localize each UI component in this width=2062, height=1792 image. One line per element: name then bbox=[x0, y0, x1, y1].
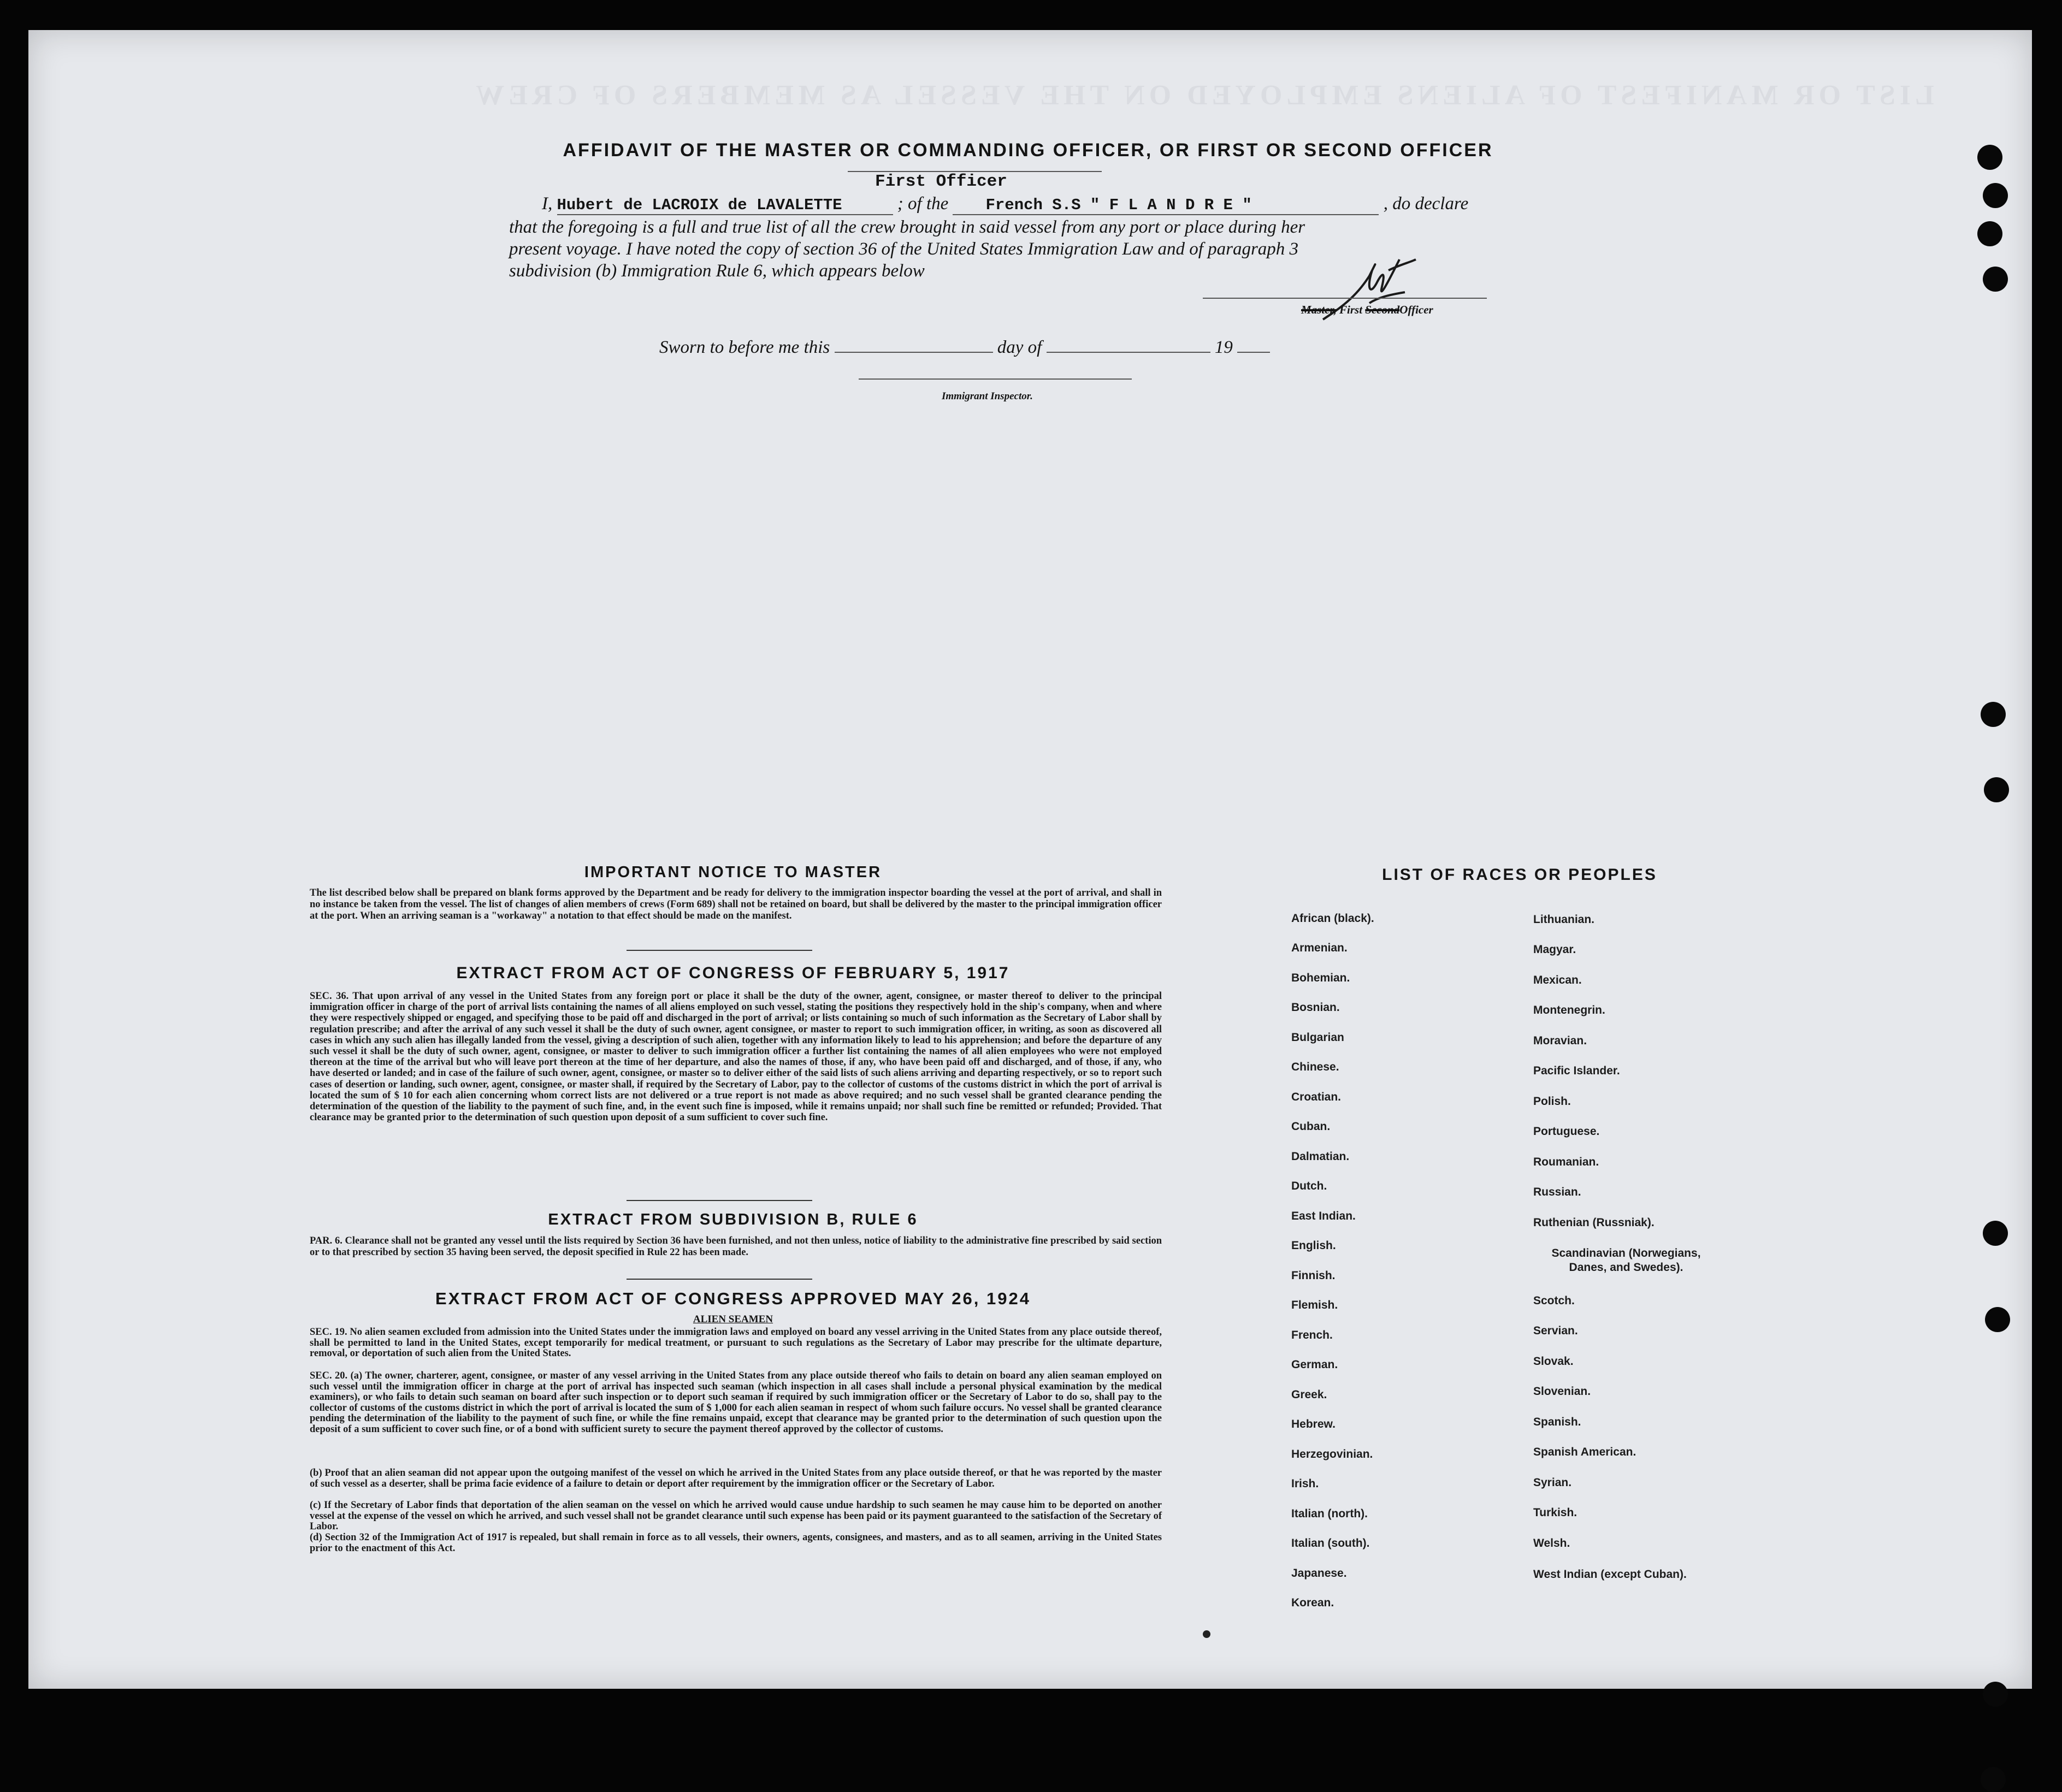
race-right: Lithuanian. bbox=[1533, 913, 1594, 926]
inspector-signature-line bbox=[859, 378, 1132, 380]
race-left: Italian (north). bbox=[1291, 1507, 1368, 1520]
race-left: Flemish. bbox=[1291, 1299, 1338, 1311]
race-left: Dutch. bbox=[1291, 1180, 1327, 1192]
ink-mark bbox=[1203, 1630, 1210, 1638]
inspector-caption: Immigrant Inspector. bbox=[942, 391, 1033, 402]
rule6-text: PAR. 6. Clearance shall not be granted any vessel until the lists required by Section 36 have been furnished, and not then unless, notice of liability to the administrative fine prescribed by said section or to that prescribed by section 35 having been served, the deposit specified in Rule 22 has been made. bbox=[310, 1235, 1162, 1258]
punch-hole bbox=[1983, 1221, 2008, 1246]
pronoun: I, bbox=[542, 194, 553, 214]
vessel-name: French S.S " F L A N D R E " bbox=[953, 196, 1379, 215]
affidavit-line-1 bbox=[542, 194, 1514, 215]
sec20c-text: (c) If the Secretary of Labor finds that deportation of the alien seaman on the vessel on which he arrived would cause undue hardship to such seamen he may cause him to be deported on another vessel at the expense of the vessel on which he arrived, and such vessel shall not be grandet clearance until such expense has been paid or its payment guaranteed to the satisfaction of the Secretary of Labor. bbox=[310, 1500, 1162, 1532]
punch-hole bbox=[1983, 267, 2008, 292]
signature-caption bbox=[1301, 303, 1433, 317]
sec20d-text: (d) Section 32 of the Immigration Act of 1917 is repealed, but shall remain in force as to all vessels, their owners, agents, consignees, and masters, and as to all seamen, arriving in the United States prior to the enactment of this Act. bbox=[310, 1532, 1162, 1554]
race-right: Magyar. bbox=[1533, 943, 1576, 956]
race-left: Herzegovinian. bbox=[1291, 1448, 1373, 1460]
race-right: Moravian. bbox=[1533, 1034, 1587, 1047]
race-right: Ruthenian (Russniak). bbox=[1533, 1216, 1655, 1229]
extract-1924-title: EXTRACT FROM ACT OF CONGRESS APPROVED MAY 26, 1924 bbox=[435, 1289, 1031, 1308]
alien-seamen-subtitle: ALIEN SEAMEN bbox=[693, 1314, 773, 1325]
race-right: Roumanian. bbox=[1533, 1156, 1599, 1168]
race-right: Welsh. bbox=[1533, 1537, 1570, 1549]
punch-hole bbox=[1977, 145, 2002, 170]
caption-struck-master: Master, bbox=[1301, 303, 1337, 316]
race-left: Armenian. bbox=[1291, 942, 1348, 954]
race-left: German. bbox=[1291, 1358, 1338, 1371]
extract-1917-title: EXTRACT FROM ACT OF CONGRESS OF FEBRUARY 5, 1917 bbox=[456, 964, 1010, 982]
race-left: African (black). bbox=[1291, 912, 1374, 925]
race-right: Portuguese. bbox=[1533, 1125, 1600, 1138]
race-left: Hebrew. bbox=[1291, 1418, 1336, 1430]
day-of-text: day of bbox=[997, 338, 1042, 357]
race-left: East Indian. bbox=[1291, 1210, 1356, 1222]
race-left: Japanese. bbox=[1291, 1567, 1347, 1580]
sworn-year-blank bbox=[1237, 352, 1270, 353]
officer-rank-filled: First Officer bbox=[875, 172, 1007, 191]
document-sheet bbox=[28, 30, 2032, 1689]
race-left: English. bbox=[1291, 1239, 1336, 1252]
sworn-line bbox=[659, 338, 1270, 358]
sworn-text: Sworn to before me this bbox=[659, 338, 830, 357]
officer-signature bbox=[1317, 249, 1421, 330]
race-left: Bosnian. bbox=[1291, 1001, 1340, 1014]
punch-hole bbox=[1983, 1682, 2008, 1707]
races-title: LIST OF RACES OR PEOPLES bbox=[1382, 866, 1657, 884]
race-left: Korean. bbox=[1291, 1596, 1334, 1609]
affidavit-body-line-4: subdivision (b) Immigration Rule 6, which appears below bbox=[509, 261, 925, 281]
sworn-day-blank bbox=[835, 352, 993, 353]
do-declare-text: , do declare bbox=[1383, 194, 1469, 214]
affidavit-title: AFFIDAVIT OF THE MASTER OR COMMANDING OFFICER, OR FIRST OR SECOND OFFICER bbox=[563, 140, 1493, 161]
race-left: Italian (south). bbox=[1291, 1537, 1370, 1549]
race-left: Cuban. bbox=[1291, 1120, 1331, 1133]
caption-officer: Officer bbox=[1399, 303, 1433, 316]
punch-hole bbox=[1985, 1307, 2010, 1332]
race-right: Servian. bbox=[1533, 1324, 1578, 1337]
affidavit-body-line-2: that the foregoing is a full and true list of all the crew brought in said vessel from any port or place during her bbox=[509, 217, 1305, 237]
race-right: Spanish. bbox=[1533, 1416, 1581, 1428]
race-right: West Indian (except Cuban). bbox=[1533, 1568, 1687, 1581]
punch-hole bbox=[1981, 1767, 2006, 1792]
sworn-month-blank bbox=[1047, 352, 1210, 353]
race-right: Polish. bbox=[1533, 1095, 1571, 1108]
sec19-text: SEC. 19. No alien seamen excluded from admission into the United States under the immigration laws and employed on board any vessel arriving in the United States from any place outside thereof, shall be permitted to land in the United States, except temporarily for medical treatment, or pursuant to such regulations as the Secretary of Labor may prescribe for the ultimate departure, removal, or deportation of such alien from the United States. bbox=[310, 1327, 1162, 1359]
extract-1917-text: SEC. 36. That upon arrival of any vessel in the United States from any foreign port or place it shall be the duty of the owner, agent, consignee, or master thereof to deliver to the principal immigration officer in charge of the port of arrival lists containing the names of all aliens employed on such vessel, stating the positions they respectively hold in the ship's company, when and where they were respectively shipped or engaged, and specifying those to be paid off and discharged in the port of arrival; or lists containing so much of such information as the Secretary of Labor shall by regulation prescribe; and after the arrival of any such vessel it shall be the duty of such owner, agent consignee, or master to report to such immigration officer, in writing, as soon as discovered all cases in which any such alien has illegally landed from the vessel, giving a description of such alien, together with any information likely to lead to his apprehension; and before the departure of any such vessel it shall be the duty of such owner, agent, consignee, or master to deliver to such immigration officer a further list containing the names of all alien employees who were not employed thereon at the time of the arrival but who will leave port thereon at the time of her departure, and also the names of those, if any, who have been paid off and discharged, and of those, if any, who have deserted or landed; and in case of the failure of such owner, agent, consignee, or master so to deliver either of the said lists of such aliens arriving and departing respectively, or so to report such cases of desertion or landing, such owner, agent, consignee, or master shall, if required by the Secretary of Labor, pay to the collector of customs of the customs district in which the port of arrival is located the sum of $ 10 for each alien concerning whom correct lists are not delivered or a true report is not made as above required; and no such vessel shall be granted clearance pending the determination of the question of the liability to the payment of such fine, and, in the event such fine is imposed, while it remains unpaid; nor shall such fine be remitted or refunded; Provided. That clearance may be granted prior to the determination of such question upon deposit of a sum sufficient to cover such fine. bbox=[310, 991, 1162, 1123]
race-right: Turkish. bbox=[1533, 1506, 1577, 1519]
race-right: Pacific Islander. bbox=[1533, 1064, 1620, 1077]
race-right: Syrian. bbox=[1533, 1476, 1572, 1489]
rule6-divider bbox=[627, 1279, 812, 1280]
race-right: Spanish American. bbox=[1533, 1446, 1636, 1458]
race-left: Irish. bbox=[1291, 1477, 1319, 1490]
show-through-header: LIST OR MANIFEST OF ALIENS EMPLOYED ON THE VESSEL AS MEMBERS OF CREW bbox=[471, 80, 1934, 111]
punch-hole bbox=[1984, 777, 2009, 802]
race-left: Dalmatian. bbox=[1291, 1150, 1350, 1163]
race-right: Scotch. bbox=[1533, 1294, 1575, 1307]
race-right: Mexican. bbox=[1533, 974, 1582, 986]
rule6-title: EXTRACT FROM SUBDIVISION B, RULE 6 bbox=[548, 1211, 918, 1228]
race-right: Slovenian. bbox=[1533, 1385, 1591, 1398]
signature-underline bbox=[1203, 298, 1487, 299]
race-right: Scandinavian (Norwegians, Danes, and Swedes). bbox=[1551, 1247, 1701, 1274]
race-left: Finnish. bbox=[1291, 1269, 1336, 1282]
sec20b-text: (b) Proof that an alien seaman did not appear upon the outgoing manifest of the vessel on which he arrived in the United States from any place outside thereof, or that he was reported by the master of such vessel as a deserter, shall be prima facie evidence of a failure to detain or deport after requirement by the immigration officer or the Secretary of Labor. bbox=[310, 1468, 1162, 1489]
punch-hole bbox=[1981, 702, 2006, 727]
notice-title: IMPORTANT NOTICE TO MASTER bbox=[584, 864, 882, 881]
race-right: Montenegrin. bbox=[1533, 1004, 1605, 1016]
race-left: Bohemian. bbox=[1291, 972, 1350, 984]
race-left: Croatian. bbox=[1291, 1091, 1342, 1103]
race-right: Slovak. bbox=[1533, 1355, 1574, 1368]
notice-text: The list described below shall be prepared on blank forms approved by the Department and be ready for delivery to the immigration inspector boarding the vessel at the port of arrival, and shall in no instance be taken from the vessel. The list of changes of alien members of crews (Form 689) shall not be retained on board, but shall be delivered by the master to the principal immigration officer at the port. When an arriving seaman is a "workaway" a notation to that effect should be made on the manifest. bbox=[310, 888, 1162, 921]
year-prefix: 19 bbox=[1214, 338, 1233, 357]
affidavit-body-line-3: present voyage. I have noted the copy of section 36 of the United States Immigration Law and of paragraph 3 bbox=[509, 239, 1299, 259]
punch-hole bbox=[1983, 183, 2008, 208]
race-left: French. bbox=[1291, 1329, 1333, 1341]
caption-struck-second: Second bbox=[1365, 303, 1400, 316]
rank-underline bbox=[848, 171, 1102, 172]
race-right: Russian. bbox=[1533, 1186, 1581, 1198]
race-left: Greek. bbox=[1291, 1388, 1327, 1401]
officer-name: Hubert de LACROIX de LAVALETTE bbox=[557, 196, 893, 215]
caption-first: First bbox=[1339, 303, 1363, 316]
of-the-text: ; of the bbox=[897, 194, 949, 214]
sec20a-text: SEC. 20. (a) The owner, charterer, agent, consignee, or master of any vessel arriving in the United States from any place outside thereof who fails to detain on board any alien seaman employed on such vessel until the immigration officer in charge at the port of arrival has inspected such seaman (which inspection in all cases shall include a personal physical examination by the medical examiners), or who fails to detain such seaman on board after such inspection or to deport such seaman if required by such immigration officer or the Secretary of Labor to do so, shall pay to the collector of customs of the customs district in which the port of arrival is located the sum of $ 1,000 for each alien seaman in respect of whom such failure occurs. No vessel shall be granted clearance pending the determination of the liability to the payment of such fine, or while the fine remains unpaid, except that clearance may be granted prior to the determination of such question upon the deposit of a sum sufficient to cover such fine, or of a bond with sufficient surety to secure the payment thereof approved by the collector of customs. bbox=[310, 1370, 1162, 1435]
notice-divider bbox=[627, 950, 812, 951]
race-left: Chinese. bbox=[1291, 1061, 1339, 1073]
extract-1917-divider bbox=[627, 1200, 812, 1201]
race-left: Bulgarian bbox=[1291, 1031, 1344, 1044]
punch-hole bbox=[1977, 221, 2002, 246]
